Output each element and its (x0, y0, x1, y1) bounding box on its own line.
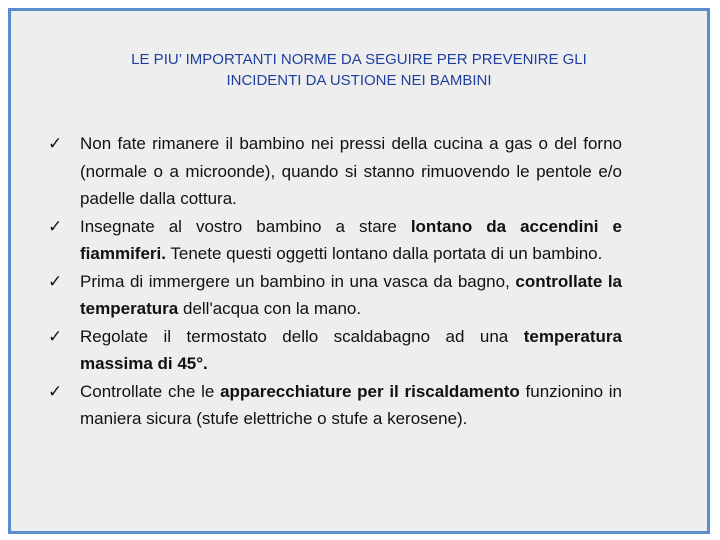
check-icon: ✓ (48, 381, 63, 401)
bullet-2-emphasis: lontano da accendini e fiammiferi. (80, 216, 622, 263)
bullet-item-1 (48, 130, 622, 213)
check-icon: ✓ (48, 326, 63, 346)
bullet-2-text-end: Tenete questi oggetti lontano dalla portata di un bambino. (165, 244, 603, 263)
check-icon: ✓ (48, 216, 63, 236)
bullet-3-text-end: dell'acqua con la mano. (178, 299, 362, 318)
bullet-5-emphasis: apparecchiature per il riscaldamento (220, 381, 520, 401)
bullet-1-text: Non fate rimanere il bambino nei pressi della cucina a gas o del forno (normale o a microonde), quando si stanno rimuovendo le pentole e/o padelle dalla cottura. (80, 134, 622, 208)
bullet-item-5 (48, 378, 622, 433)
bullet-5-text: Controllate che le (80, 381, 221, 401)
bullet-item-3 (48, 268, 622, 323)
bullet-2-text: Insegnate al vostro bambino a stare (80, 216, 411, 236)
title-line-2: INCIDENTI DA USTIONE NEI BAMBINI (226, 72, 492, 89)
bullet-4-text: Regolate il termostato dello scaldabagno ad una (80, 326, 524, 346)
bullet-5-text-end: funzionino in maniera sicura (stufe elettriche o stufe a kerosene). (80, 381, 622, 428)
bullet-item-2 (48, 213, 622, 268)
bullet-4-emphasis: temperatura massima di 45°. (80, 326, 622, 373)
bullet-item-4 (48, 323, 622, 378)
title-line-1: LE PIU’ IMPORTANTI NORME DA SEGUIRE PER PREVENIRE GLI (131, 51, 587, 68)
check-icon: ✓ (48, 271, 63, 291)
bullet-3-text: Prima di immergere un bambino in una vasca da bagno, (80, 271, 516, 291)
bullet-list (48, 130, 622, 433)
check-icon: ✓ (48, 134, 63, 153)
bullet-3-emphasis: controllate la temperatura (80, 271, 623, 318)
slide-title (51, 49, 667, 91)
